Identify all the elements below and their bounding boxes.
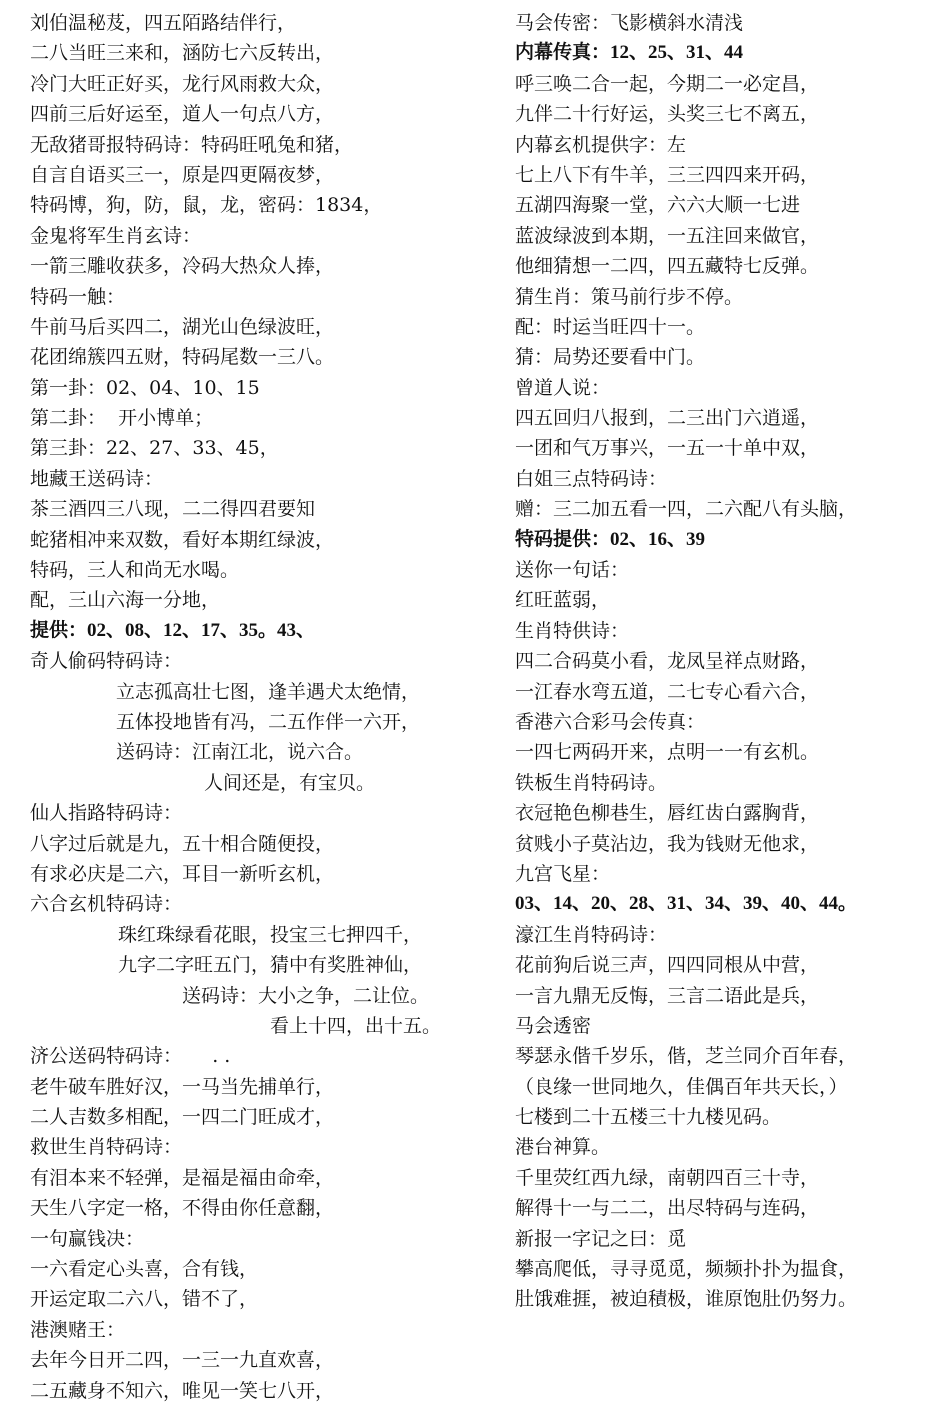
text-line: 八字过后就是九，五十相合随便投， <box>30 832 335 855</box>
text-line: 送码诗：大小之争，二让位。 <box>182 984 430 1007</box>
text-line: 贫贱小子莫沾边，我为钱财无他求， <box>515 832 820 855</box>
text-line: 有求必庆是二六，耳目一新听玄机， <box>30 862 335 885</box>
text-line: 九字二字旺五门，猜中有奖胜神仙， <box>118 954 423 977</box>
text-line: 内幕传真：12、25、31、44 <box>515 42 744 64</box>
text-line: 奇人偷码特码诗： <box>30 650 183 673</box>
text-line: 曾道人说： <box>515 376 611 399</box>
text-line: 蓝波绿波到本期，一五注回来做官， <box>515 224 820 247</box>
text-line: 特码，三人和尚无水喝。 <box>30 559 240 582</box>
text-line: 济公送码特码诗： . . <box>30 1045 231 1068</box>
text-line: 特码提供：02、16、39 <box>515 528 706 550</box>
text-line: 立志孤高壮七图，逢羊遇犬太绝情， <box>116 680 421 703</box>
text-line: 五湖四海聚一堂，六六大顺一七进 <box>515 194 801 217</box>
text-line: 九宫飞星： <box>515 862 611 885</box>
text-line: （良缘一世同地久，佳偶百年共天长，） <box>515 1075 848 1098</box>
text-line: 一六看定心头喜，合有钱， <box>30 1258 259 1281</box>
text-line: 有泪本来不轻弹，是福是福由命牵， <box>30 1166 335 1189</box>
text-line: 港台神算。 <box>515 1136 611 1159</box>
text-line: 金鬼将军生肖玄诗： <box>30 224 202 247</box>
text-line: 肚饿难捱，被迫積极，谁原饱肚仍努力。 <box>515 1288 858 1311</box>
text-line: 一四七两码开来，点明一一有玄机。 <box>515 741 820 764</box>
text-line: 一箭三雕收获多，冷码大热众人捧， <box>30 255 335 278</box>
text-line: 呼三唤二合一起，今期二一必定昌， <box>515 72 820 95</box>
text-line: 看上十四，出十五。 <box>270 1014 442 1037</box>
text-line: 六合玄机特码诗： <box>30 893 183 916</box>
text-line: 猜：局势还要看中门。 <box>515 346 706 369</box>
text-line: 四二合码莫小看，龙凤呈祥点财路， <box>515 650 820 673</box>
text-line: 七上八下有牛羊，三三四四来开码， <box>515 163 820 186</box>
text-line: 猜生肖：策马前行步不停。 <box>515 285 744 308</box>
text-line: 解得十一与二二，出尽特码与连码， <box>515 1197 820 1220</box>
text-line: 一言九鼎无反悔，三言二语此是兵， <box>515 984 820 1007</box>
text-line: 生肖特供诗： <box>515 619 630 642</box>
text-line: 送码诗：江南江北，说六合。 <box>116 741 364 764</box>
text-line: 二八当旺三来和，涵防七六反转出， <box>30 42 335 65</box>
text-line: 新报一字记之曰：觅 <box>515 1227 687 1250</box>
text-line: 港澳赌王： <box>30 1318 126 1341</box>
text-line: 七楼到二十五楼三十九楼见码。 <box>515 1106 782 1129</box>
text-line: 牛前马后买四二，湖光山色绿波旺， <box>30 315 335 338</box>
text-line: 二五藏身不知六，唯见一笑七八开， <box>30 1379 335 1402</box>
text-line: 茶三酒四三八现，二二得四君要知 <box>30 498 316 521</box>
text-line: 特码博，狗，防，鼠，龙，密码：1834， <box>30 194 383 217</box>
text-line: 五体投地皆有冯，二五作伴一六开， <box>116 710 421 733</box>
text-line: 配，三山六海一分地， <box>30 589 221 612</box>
text-line: 攀高爬低，寻寻觅觅，频频扑扑为揾食， <box>515 1258 858 1281</box>
text-line: 九伴二十行好运，头奖三七不离五， <box>515 103 820 126</box>
text-line: 配：时运当旺四十一。 <box>515 315 706 338</box>
text-line: 内幕玄机提供字：左 <box>515 133 687 156</box>
text-line: 人间还是，有宝贝。 <box>204 771 376 794</box>
text-line: 马会透密 <box>515 1014 592 1037</box>
text-line: 千里荧红西九绿，南朝四百三十寺， <box>515 1166 820 1189</box>
text-line: 一句赢钱决： <box>30 1227 145 1250</box>
text-line: 蛇猪相冲来双数，看好本期红绿波， <box>30 528 335 551</box>
text-line: 一团和气万事兴，一五一十单中双， <box>515 437 820 460</box>
text-line: 红旺蓝弱， <box>515 589 611 612</box>
text-line: 濠江生肖特码诗： <box>515 923 668 946</box>
text-line: 花前狗后说三声，四四同根从中营， <box>515 954 820 977</box>
text-line: 一江春水弯五道，二七专心看六合， <box>515 680 820 703</box>
text-line: 开运定取二六八，错不了， <box>30 1288 259 1311</box>
text-line: 二人吉数多相配，一四二门旺成才， <box>30 1106 335 1129</box>
text-line: 香港六合彩马会传真： <box>515 710 706 733</box>
text-line: 第三卦：22、27、33、45， <box>30 437 279 460</box>
text-line: 马会传密：飞影横斜水清浅 <box>515 12 744 34</box>
right-column <box>515 8 925 1315</box>
text-line: 地藏王送码诗： <box>30 467 164 490</box>
text-line: 铁板生肖特码诗。 <box>515 771 668 794</box>
text-line: 特码一触： <box>30 285 126 308</box>
text-line: 赠：三二加五看一四，二六配八有头脑， <box>515 498 858 521</box>
text-line: 第一卦：02、04、10、15 <box>30 376 260 399</box>
text-line: 四前三后好运至，道人一句点八方， <box>30 103 335 126</box>
left-column <box>30 8 480 1406</box>
text-line: 救世生肖特码诗： <box>30 1136 183 1159</box>
text-line: 冷门大旺正好买，龙行风雨救大众， <box>30 72 335 95</box>
text-line: 花团绵簇四五财，特码尾数一三八。 <box>30 346 335 369</box>
text-line: 衣冠艳色柳巷生，唇红齿白露胸背， <box>515 802 820 825</box>
text-line: 无敌猪哥报特码诗：特码旺吼兔和猪， <box>30 133 354 156</box>
text-line: 刘伯温秘芨，四五陌路结伴行， <box>30 12 297 34</box>
text-line: 提供：02、08、12、17、35。43、 <box>30 619 316 641</box>
text-line: 他细猜想一二四，四五藏特七反弹。 <box>515 255 820 278</box>
text-line: 仙人指路特码诗： <box>30 802 183 825</box>
text-line: 天生八字定一格，不得由你任意翻， <box>30 1197 335 1220</box>
text-line: 第二卦： 开小博单； <box>30 407 214 430</box>
text-line: 去年今日开二四，一三一九直欢喜， <box>30 1349 335 1372</box>
text-line: 老牛破车胜好汉，一马当先捕单行， <box>30 1075 335 1098</box>
text-line: 珠红珠绿看花眼，投宝三七押四千， <box>118 923 423 946</box>
text-line: 自言自语买三一，原是四更隔夜梦， <box>30 163 335 186</box>
text-line: 送你一句话： <box>515 559 630 582</box>
text-line: 白姐三点特码诗： <box>515 467 668 490</box>
text-line: 03、14、20、28、31、34、39、40、44。 <box>515 893 858 915</box>
text-line: 琴瑟永偕千岁乐，偕，芝兰同介百年春， <box>515 1045 858 1068</box>
text-line: 四五回归八报到，二三出门六逍遥， <box>515 407 820 430</box>
